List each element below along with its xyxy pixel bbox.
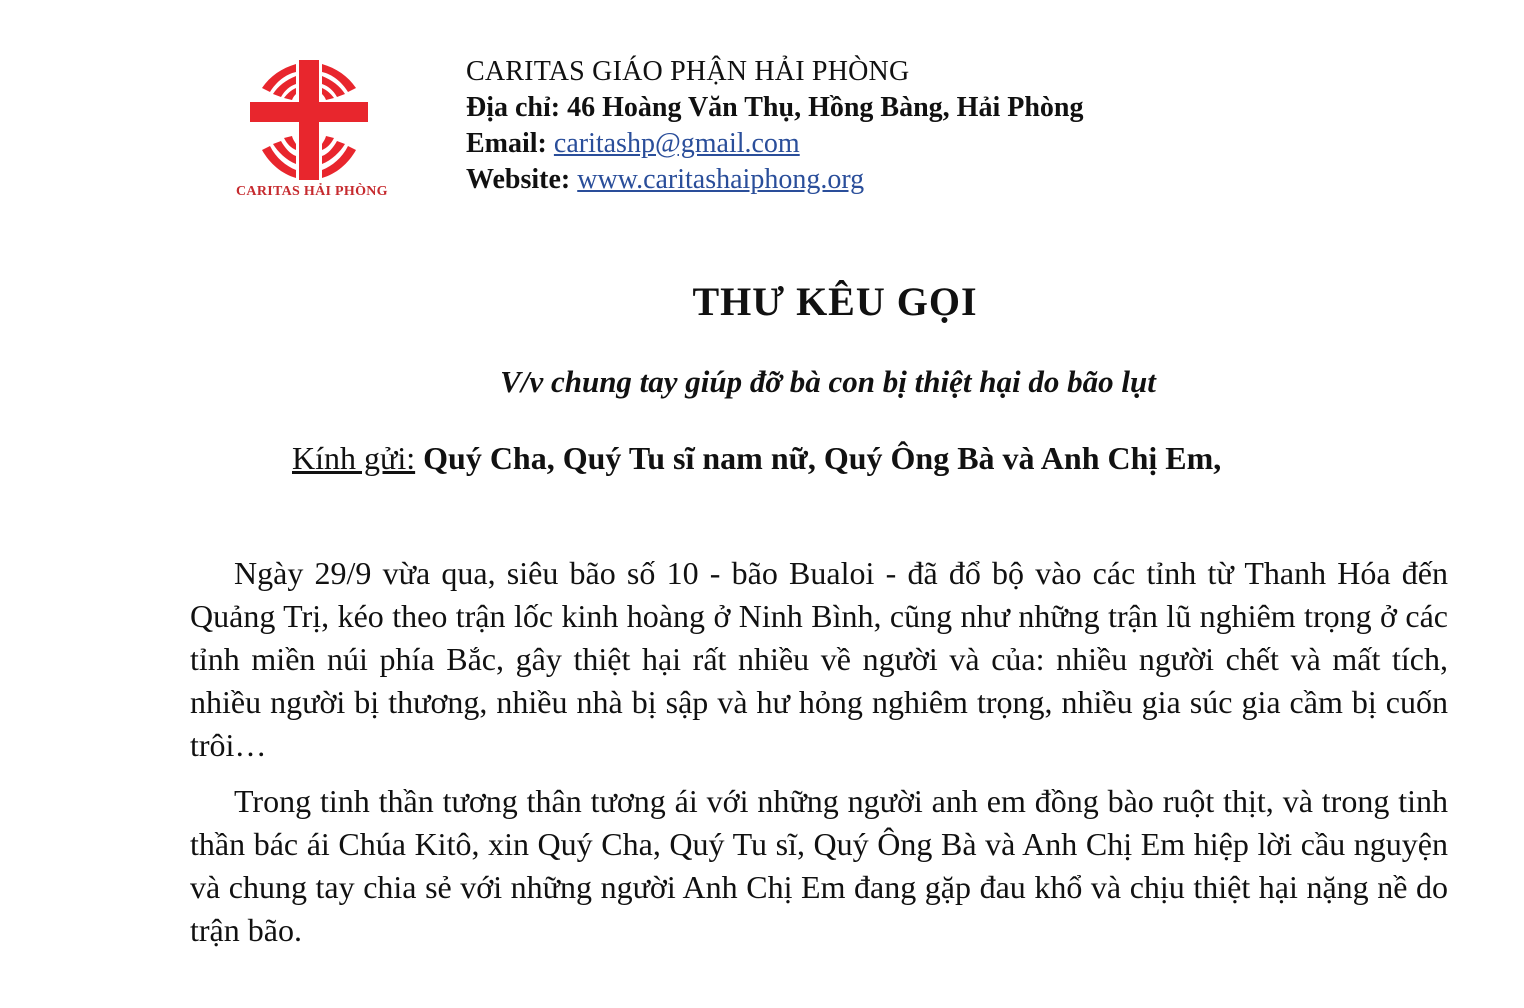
website-link[interactable]: www.caritashaiphong.org [577, 164, 865, 195]
email-label: Email: [466, 128, 547, 159]
letter-title: THƯ KÊU GỌI [692, 279, 978, 324]
body-paragraph-1: Ngày 29/9 vừa qua, siêu bão số 10 - bão Bualoi - đã đổ bộ vào các tỉnh từ Thanh Hóa đến Quảng Trị, kéo theo trận lốc kinh hoàng ở Ninh Bình, cũng như những trận lũ nghiêm trọng ở các tỉnh miền núi phía Bắc, gây thiệt hại rất nhiều về người và của: nhiều người chết và mất tích, nhiều người bị thương, nhiều nhà bị sập và hư hỏng nghiêm trọng, nhiều gia súc gia cầm bị cuốn trôi… [190, 555, 1448, 763]
email-link[interactable]: caritashp@gmail.com [553, 128, 800, 159]
salutation [292, 440, 1221, 477]
salutation-recipients: Quý Cha, Quý Tu sĩ nam nữ, Quý Ông Bà và Anh Chị Em, [423, 440, 1222, 476]
address-value: 46 Hoàng Văn Thụ, Hồng Bàng, Hải Phòng [567, 92, 1084, 123]
address-line [466, 90, 1083, 126]
organization-name: CARITAS GIÁO PHẬN HẢI PHÒNG [466, 56, 910, 87]
organization-header [466, 54, 1083, 198]
caritas-logo [228, 58, 396, 208]
caritas-flame-cross-icon [246, 58, 374, 182]
address-label: Địa chỉ: [466, 92, 561, 123]
body-paragraph-2: Trong tinh thần tương thân tương ái với những người anh em đồng bào ruột thịt, và trong tinh thần bác ái Chúa Kitô, xin Quý Cha, Quý Tu sĩ, Quý Ông Bà và Anh Chị Em hiệp lời cầu nguyện và chung tay chia sẻ với những người Anh Chị Em đang gặp đau khổ và chịu thiệt hại nặng nề do trận bão. [190, 783, 1448, 948]
email-line [466, 126, 1083, 162]
logo-caption: CARITAS HẢI PHÒNG [236, 184, 388, 199]
letter-subtitle: V/v chung tay giúp đỡ bà con bị thiệt hại do bão lụt [500, 364, 1156, 399]
salutation-label: Kính gửi: [292, 440, 416, 476]
website-line [466, 162, 1083, 198]
website-label: Website: [466, 164, 571, 195]
